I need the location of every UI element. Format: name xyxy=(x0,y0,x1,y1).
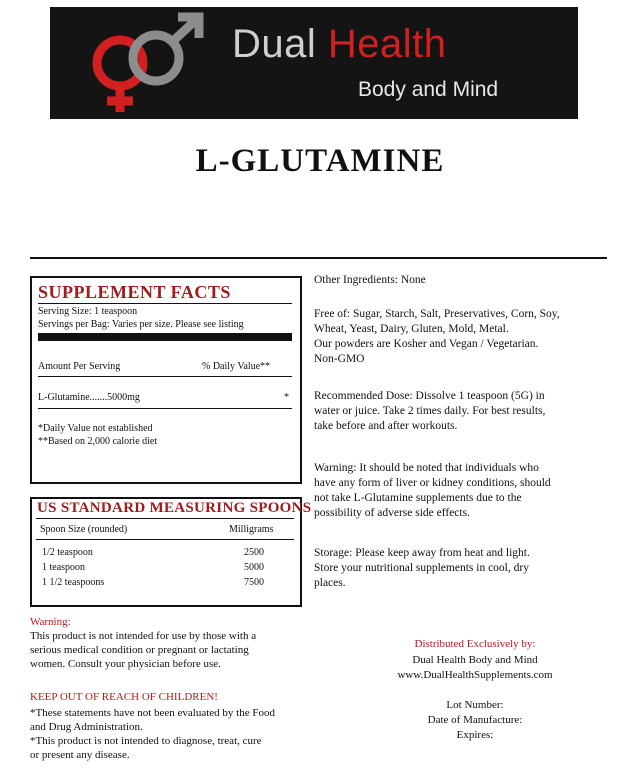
spoon-mg: 2500 xyxy=(244,547,264,558)
spoon-size: 1 1/2 teaspoons xyxy=(42,577,105,588)
supplement-facts-panel xyxy=(30,276,302,484)
warning-title: Warning: xyxy=(30,616,71,628)
lot-number: Lot Number: xyxy=(446,699,504,711)
measuring-heading: US STANDARD MEASURING SPOONS xyxy=(37,500,312,516)
dv-header: % Daily Value** xyxy=(202,361,271,372)
recommended-dose: Recommended Dose: Dissolve 1 teaspoon (5G) in water or juice. Take 2 times daily. For best results, take before and after workouts. xyxy=(314,390,546,432)
footnote: **Based on 2,000 calorie diet xyxy=(38,436,158,447)
divider-thick xyxy=(38,333,292,341)
divider xyxy=(30,257,607,259)
column-header: Spoon Size (rounded) xyxy=(40,524,128,535)
ingredient-line: L-Glutamine.......5000mg xyxy=(38,392,140,403)
storage-text: Storage: Please keep away from heat and light. Store your nutritional supplements in cool, dry places. xyxy=(314,547,530,589)
date-of-manufacture: Date of Manufacture: xyxy=(427,714,523,726)
free-of-text: Free of: Sugar, Starch, Salt, Preservatives, Corn, Soy, Wheat, Yeast, Dairy, Gluten, Mold, Metal. Our powders are Kosher and Vegan / Vegetarian. Non-GMO xyxy=(314,308,560,365)
fda-disclaimer: *These statements have not been evaluated by the Food and Drug Administration. *This product is not intended to diagnose, treat, cure or present any disease. xyxy=(30,707,275,761)
keep-out-warning: KEEP OUT OF REACH OF CHILDREN! xyxy=(30,691,218,703)
spoon-mg: 5000 xyxy=(244,562,264,573)
distributor-name: Dual Health Body and Mind xyxy=(412,654,538,666)
other-ingredients: Other Ingredients: None xyxy=(314,274,426,286)
spoon-size: 1 teaspoon xyxy=(42,562,86,573)
warning-text: This product is not intended for use by those with a serious medical condition or pregnant or lactating women. Consult your physician before use. xyxy=(30,630,257,670)
supplement-facts-heading: SUPPLEMENT FACTS xyxy=(38,282,231,302)
serving-size: Serving Size: 1 teaspoon xyxy=(38,306,138,317)
warning-text: Warning: It should be noted that individuals who have any form of liver or kidney conditions, should not take L-Glutamine supplements due to the possibility of adverse side effects. xyxy=(314,462,551,519)
divider xyxy=(38,303,292,304)
servings-per-bag: Servings per Bag: Varies per size. Please see listing xyxy=(38,319,244,330)
product-title: L-GLUTAMINE xyxy=(195,143,445,179)
footnote: *Daily Value not established xyxy=(38,423,153,434)
divider xyxy=(38,376,292,377)
brand-name: Dual Health xyxy=(232,22,447,66)
amount-header: Amount Per Serving xyxy=(38,361,121,372)
ingredient-dv: * xyxy=(284,392,289,403)
spoon-size: 1/2 teaspoon xyxy=(42,547,93,558)
brand-tagline: Body and Mind xyxy=(358,78,499,101)
divider xyxy=(36,518,294,519)
divider xyxy=(38,408,292,409)
measuring-spoons-panel xyxy=(30,497,312,607)
distributor-url: www.DualHealthSupplements.com xyxy=(397,669,553,681)
male-female-symbols-logo xyxy=(58,8,228,118)
spoon-mg: 7500 xyxy=(244,577,264,588)
column-header: Milligrams xyxy=(229,524,274,535)
distributed-by: Distributed Exclusively by: xyxy=(414,638,536,650)
divider xyxy=(36,539,294,540)
expires: Expires: xyxy=(456,729,494,741)
